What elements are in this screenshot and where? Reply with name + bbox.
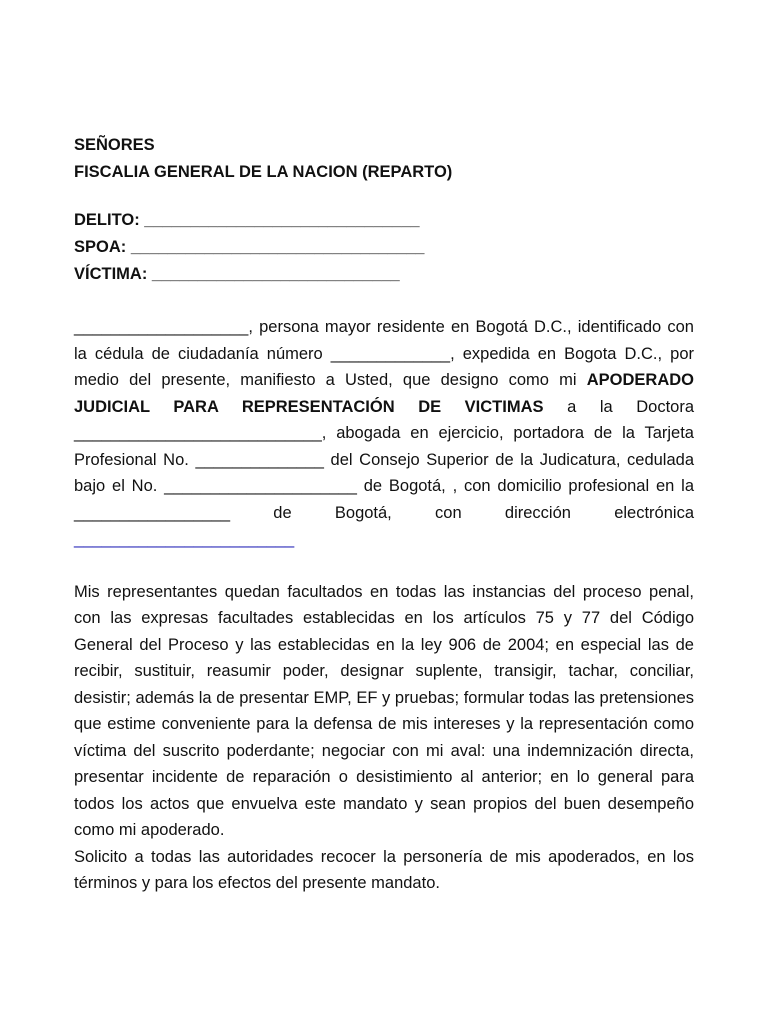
spoa-field: SPOA: ________________________________ xyxy=(74,238,425,256)
victima-field: VÍCTIMA: ___________________________ xyxy=(74,265,400,283)
addressee-line-1: SEÑORES xyxy=(74,136,155,154)
paragraph-faculties: Mis representantes quedan facultados en todas las instancias del proceso penal, con las expresas facultades establecidas en los artículos 75 y 77 del Código General del Proceso y las establecidas en la ley 906 de 2004; en especial las de recibir, sustituir, reasumir poder, designar suplente, transigir, tachar, conciliar, desistir; además la de presentar EMP, EF y pruebas; formular todas las pretensiones que estime conveniente para la defensa de mis intereses y la representación como víctima del suscrito poderdante; negociar con mi aval: una indemnización directa, presentar incidente de reparación o desistimiento al anterior; en lo general para todos los actos que envuelva este mandato y sean propios del buen desempeño como mi apoderado. xyxy=(74,582,694,839)
paragraph-designation xyxy=(74,314,694,553)
addressee-block xyxy=(74,132,452,186)
delito-field: DELITO: ______________________________ xyxy=(74,211,420,229)
document-body xyxy=(74,314,694,897)
addressee-line-2: FISCALIA GENERAL DE LA NACION (REPARTO) xyxy=(74,163,453,181)
apoderado-title: APODERADO JUDICIAL PARA REPRESENTACIÓN DE VICTIMAS xyxy=(74,371,694,416)
case-fields xyxy=(74,207,425,288)
paragraph-designation-text-1: ___________________, persona mayor residente en Bogotá D.C., identificado con la cédula de ciudadanía número _____________, expedida en Bogota D.C., por medio del presente, manifiesto a Usted, que designo como mi xyxy=(74,318,694,389)
paragraph-request: Solicito a todas las autoridades recocer la personería de mis apoderados, en los términos y para los efectos del presente mandato. xyxy=(74,847,694,892)
paragraph-designation-text-2: a la Doctora ___________________________, abogada en ejercicio, portadora de la Tarjeta Profesional No. ______________ del Consejo Superior de la Judicatura, cedulada bajo el No. _____________________ de Bogotá, , con domicilio profesional en la _________________ de Bogotá, con dirección electrónica xyxy=(74,397,695,522)
email-blank-link[interactable]: ________________________ xyxy=(74,530,295,548)
